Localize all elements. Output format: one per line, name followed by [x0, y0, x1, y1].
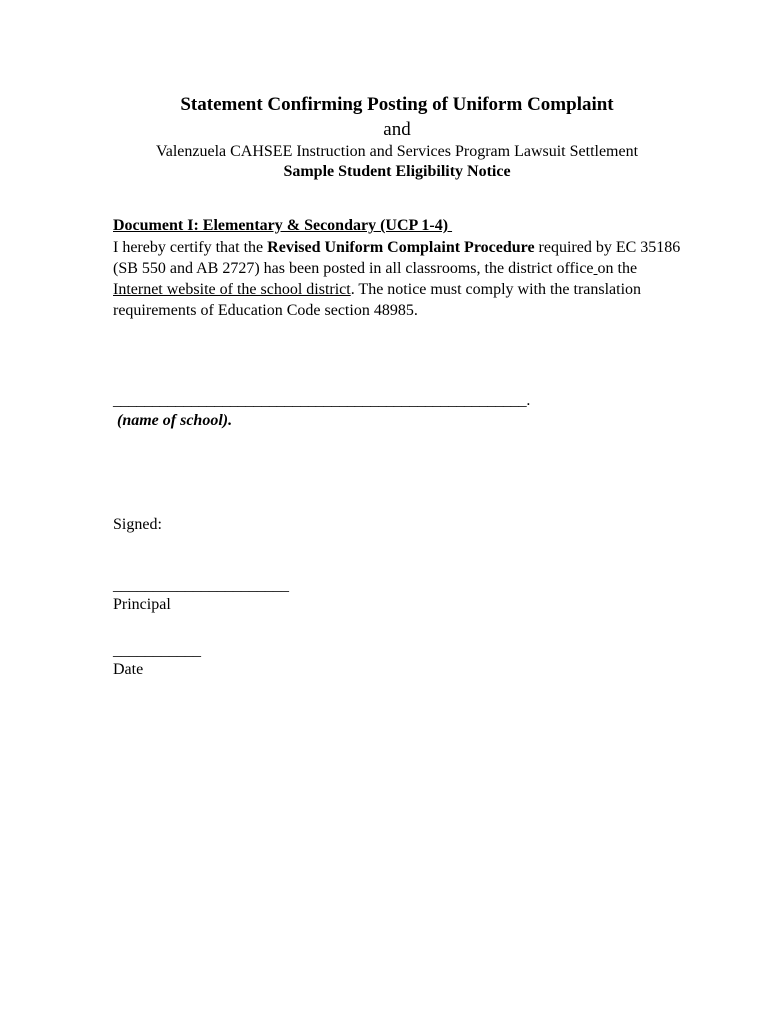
document-title: Statement Confirming Posting of Uniform Complaint	[180, 94, 614, 115]
paragraph-text-3: on the	[597, 260, 638, 277]
signed-label: Signed:	[113, 516, 162, 533]
document-subtitle: Valenzuela CAHSEE Instruction and Services Program Lawsuit Settlement	[155, 143, 639, 160]
paragraph-text-1: I hereby certify that the	[113, 239, 268, 256]
principal-label: Principal	[113, 596, 171, 613]
section-heading: Document I: Elementary & Secondary (UCP 1-4)	[113, 217, 453, 234]
title-conjunction: and	[383, 119, 411, 140]
school-name-label: (name of school).	[117, 412, 233, 429]
website-reference: Internet website of the school district	[113, 281, 351, 298]
principal-signature-blank: ______________________	[113, 577, 289, 594]
procedure-name: Revised Uniform Complaint Procedure	[267, 239, 535, 256]
paragraph-text-4: . The notice must comply with the translation requirements of Education Code section 48985.	[113, 281, 642, 319]
date-label: Date	[113, 661, 144, 678]
notice-title: Sample Student Eligibility Notice	[283, 163, 511, 180]
school-name-blank: _____________________________________________________.	[113, 392, 531, 409]
paragraph-text-2: required by EC 35186 (SB 550 and AB 2727) has been posted in all classrooms, the district office	[113, 239, 681, 277]
date-blank: ___________	[113, 642, 201, 659]
certification-paragraph	[113, 237, 685, 321]
